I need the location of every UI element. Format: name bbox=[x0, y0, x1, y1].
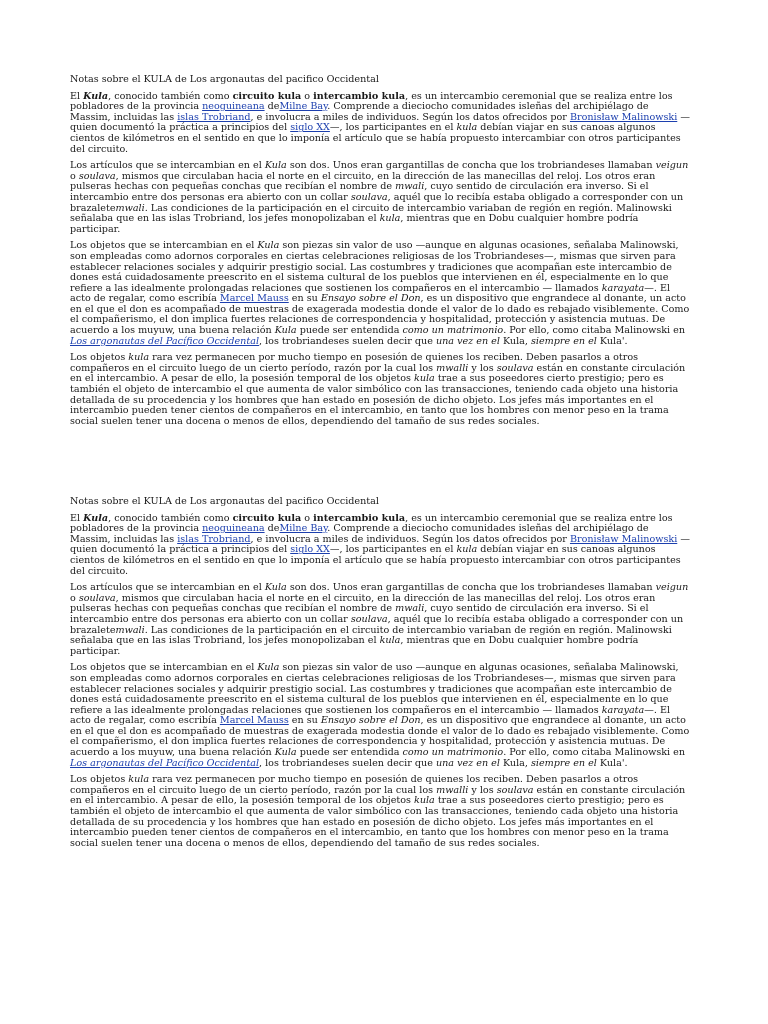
article-title: Notas sobre el KULA de Los argonautas del pacifico Occidental bbox=[70, 74, 379, 85]
link-malinowski[interactable]: Bronisław Malinowski bbox=[569, 533, 678, 545]
article-title: Notas sobre el KULA de Los argonautas del pacifico Occidental bbox=[70, 496, 379, 507]
link-milne-bay[interactable]: Milne Bay bbox=[279, 523, 328, 535]
paragraph-posesion: Los objetos kula rara vez permanecen por mucho tiempo en posesión de quienes los reciben. Deben pasarlos a otros compañeros en el circuito luego de un cierto período, razón por la cual los mwalli y los soulava están en constante circulación en el intercambio. A pesar de ello, la posesión temporal de los objetos kula trae a sus poseedores cierto prestigio; pero es también el objeto de intercambio el que aumenta de valor simbólico con las transacciones, teniendo cada objeto una historia detallada de su procedencia y los hombres que han estado en posesión de dicho objeto. Los jefes más importantes en el intercambio pueden tener cientos de compañeros en el intercambio, en tanto que los hombres con menor peso en la trama social suelen tener una docena o menos de ellos, dependiendo del tamaño de sus redes sociales. bbox=[70, 774, 686, 849]
link-siglo-xx[interactable]: siglo XX bbox=[290, 544, 330, 556]
link-malinowski[interactable]: Bronisław Malinowski bbox=[569, 111, 678, 123]
link-marcel-mauss[interactable]: Marcel Mauss bbox=[219, 293, 289, 305]
link-neoguineana[interactable]: neoguineana bbox=[202, 101, 265, 113]
paragraph-intro: El Kula, conocido también como circuito kula o intercambio kula, es un intercambio ceremonial que se realiza entre los pobladores de la provincia neoguineana deMilne Bay. Comprende a dieciocho comunidades isleñas del archipiélago de Massim, incluidas las islas Trobriand, e involucra a miles de individuos. Según los datos ofrecidos por Bronisław Malinowski —quien documentó la práctica a principios del siglo XX—, los participantes en el kula debían viajar en sus canoas algunos cientos de kilómetros en el sentido en que lo imponía el artículo que se había propuesto intercambiar con otros participantes del circuito. bbox=[70, 90, 690, 155]
link-islas-trobriand[interactable]: islas Trobriand bbox=[177, 111, 251, 123]
link-islas-trobriand[interactable]: islas Trobriand bbox=[177, 533, 251, 545]
article-block-2 bbox=[70, 497, 690, 855]
link-marcel-mauss[interactable]: Marcel Mauss bbox=[219, 715, 289, 727]
paragraph-articulos: Los artículos que se intercambian en el Kula son dos. Unos eran gargantillas de concha que los trobriandeses llamaban veigun o soulava, mismos que circulaban hacia el norte en el circuito, en la dirección de las manecillas del reloj. Los otros eran pulseras hechas con pequeñas conchas que recibían el nombre de mwali, cuyo sentido de circulación era inverso. Si el intercambio entre dos personas era abierto con un collar soulava, aquél que lo recibía estaba obligado a corresponder con un brazaletemwali. Las condiciones de la participación en el circuito de intercambio variaban de región en región. Malinowski señalaba que en las islas Trobriand, los jefes monopolizaban el kula, mientras que en Dobu cualquier hombre podría participar. bbox=[70, 582, 689, 657]
article-block-1 bbox=[70, 75, 690, 433]
paragraph-posesion: Los objetos kula rara vez permanecen por mucho tiempo en posesión de quienes los reciben. Deben pasarlos a otros compañeros en el circuito luego de un cierto período, razón por la cual los mwalli y los soulava están en constante circulación en el intercambio. A pesar de ello, la posesión temporal de los objetos kula trae a sus poseedores cierto prestigio; pero es también el objeto de intercambio el que aumenta de valor simbólico con las transacciones, teniendo cada objeto una historia detallada de su procedencia y los hombres que han estado en posesión de dicho objeto. Los jefes más importantes en el intercambio pueden tener cientos de compañeros en el intercambio, en tanto que los hombres con menor peso en la trama social suelen tener una docena o menos de ellos, dependiendo del tamaño de sus redes sociales. bbox=[70, 352, 686, 427]
link-siglo-xx[interactable]: siglo XX bbox=[290, 122, 330, 134]
link-los-argonautas[interactable]: Los argonautas del Pacífico Occidental bbox=[70, 335, 260, 347]
paragraph-articulos: Los artículos que se intercambian en el Kula son dos. Unos eran gargantillas de concha que los trobriandeses llamaban veigun o soulava, mismos que circulaban hacia el norte en el circuito, en la dirección de las manecillas del reloj. Los otros eran pulseras hechas con pequeñas conchas que recibían el nombre de mwali, cuyo sentido de circulación era inverso. Si el intercambio entre dos personas era abierto con un collar soulava, aquél que lo recibía estaba obligado a corresponder con un brazaletemwali. Las condiciones de la participación en el circuito de intercambio variaban de región en región. Malinowski señalaba que en las islas Trobriand, los jefes monopolizaban el kula, mientras que en Dobu cualquier hombre podría participar. bbox=[70, 160, 689, 235]
paragraph-objetos: Los objetos que se intercambian en el Kula son piezas sin valor de uso —aunque en algunas ocasiones, señalaba Malinowski, son empleadas como adornos corporales en ciertas celebraciones religiosas de los Trobriandeses—, mismas que sirven para establecer relaciones sociales y adquirir prestigio social. Las costumbres y tradiciones que acompañan este intercambio de dones está cuidadosamente preescrito en el sistema cultural de los pueblos que intervienen en él, especialmente en lo que refiere a las idealmente prolongadas relaciones que sostienen los compañeros en el intercambio — llamados karayata—. El acto de regalar, como escribía Marcel Mauss en su Ensayo sobre el Don, es un dispositivo que engrandece al donante, un acto en el que el don es acompañado de muestras de exagerada modestia donde el valor de lo dado es rebajado visiblemente. Como el compañerismo, el don implica fuertes relaciones de correspondencia y hospitalidad, protección y asistencia mutuas. De acuerdo a los muyuw, una buena relación Kula puede ser entendida como un matrimonio. Por ello, como citaba Malinowski en Los argonautas del Pacífico Occidental, los trobriandeses suelen decir que una vez en el Kula, siempre en el Kula'. bbox=[70, 662, 690, 769]
paragraph-objetos: Los objetos que se intercambian en el Kula son piezas sin valor de uso —aunque en algunas ocasiones, señalaba Malinowski, son empleadas como adornos corporales en ciertas celebraciones religiosas de los Trobriandeses—, mismas que sirven para establecer relaciones sociales y adquirir prestigio social. Las costumbres y tradiciones que acompañan este intercambio de dones está cuidadosamente preescrito en el sistema cultural de los pueblos que intervienen en él, especialmente en lo que refiere a las idealmente prolongadas relaciones que sostienen los compañeros en el intercambio — llamados karayata—. El acto de regalar, como escribía Marcel Mauss en su Ensayo sobre el Don, es un dispositivo que engrandece al donante, un acto en el que el don es acompañado de muestras de exagerada modestia donde el valor de lo dado es rebajado visiblemente. Como el compañerismo, el don implica fuertes relaciones de correspondencia y hospitalidad, protección y asistencia mutuas. De acuerdo a los muyuw, una buena relación Kula puede ser entendida como un matrimonio. Por ello, como citaba Malinowski en Los argonautas del Pacífico Occidental, los trobriandeses suelen decir que una vez en el Kula, siempre en el Kula'. bbox=[70, 240, 690, 347]
link-milne-bay[interactable]: Milne Bay bbox=[279, 101, 328, 113]
link-neoguineana[interactable]: neoguineana bbox=[202, 523, 265, 535]
paragraph-intro: El Kula, conocido también como circuito kula o intercambio kula, es un intercambio ceremonial que se realiza entre los pobladores de la provincia neoguineana deMilne Bay. Comprende a dieciocho comunidades isleñas del archipiélago de Massim, incluidas las islas Trobriand, e involucra a miles de individuos. Según los datos ofrecidos por Bronisław Malinowski —quien documentó la práctica a principios del siglo XX—, los participantes en el kula debían viajar en sus canoas algunos cientos de kilómetros en el sentido en que lo imponía el artículo que se había propuesto intercambiar con otros participantes del circuito. bbox=[70, 512, 690, 577]
link-los-argonautas[interactable]: Los argonautas del Pacífico Occidental bbox=[70, 757, 260, 769]
